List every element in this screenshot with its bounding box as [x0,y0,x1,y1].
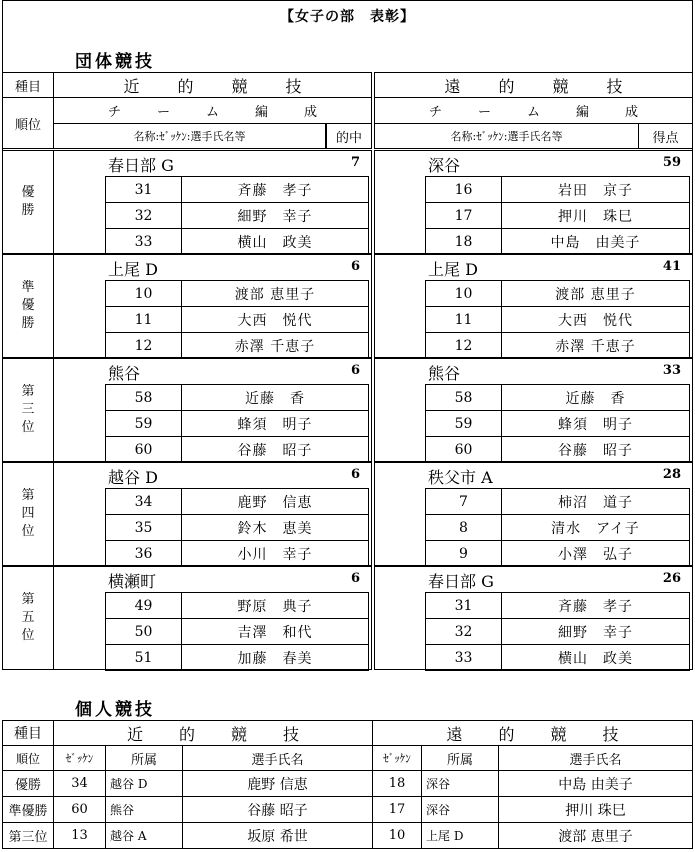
ind-near-affil: 越谷 A [105,822,183,849]
member-name: 谷藤 昭子 [237,442,313,459]
team-section-title: 団体競技 [75,52,155,72]
member-bib: 35 [106,515,182,540]
near-team-name: 横瀬町 [108,572,157,591]
member-bib: 9 [426,541,502,566]
near-member-table [105,592,369,671]
far-member-table [425,488,690,567]
member-row [426,307,689,333]
member-name: 中島 由美子 [550,234,641,251]
far-member-table [425,280,690,359]
member-row [106,619,368,645]
ind-rank: 第三位 [2,822,54,849]
rank-cell [2,358,54,462]
member-name: 岩田 京子 [558,182,633,199]
ind-event-label: 種目 [2,720,54,746]
member-name: 斉藤 孝子 [237,182,313,199]
ind-rank-label: 順位 [2,745,54,771]
member-row [106,281,368,307]
member-row [426,203,689,229]
near-team-score: 6 [350,363,360,378]
member-name: 小川 幸子 [237,546,313,563]
member-row [106,489,368,515]
ind-near-name-label: 選手氏名 [182,745,373,771]
member-row [426,177,689,203]
member-row [106,593,368,619]
member-row [106,333,368,359]
individual-section-title: 個人競技 [75,700,155,720]
member-name: 大西 悦代 [558,312,633,329]
rank-label-2: 第三位 [21,384,35,435]
far-member-table [425,176,690,255]
far-team-name: 上尾 D [428,260,478,279]
member-row [106,411,368,437]
near-score-label: 的中 [326,123,372,149]
member-row [106,645,368,671]
member-bib: 12 [106,333,182,358]
member-bib: 51 [106,645,182,670]
far-team-name: 深谷 [428,156,461,175]
member-row [106,203,368,229]
ind-far-name: 渡部 恵里子 [498,822,693,849]
member-name: 大西 悦代 [237,312,313,329]
near-team-score: 6 [350,259,360,274]
member-row [106,307,368,333]
ind-rank: 優勝 [2,770,54,797]
near-team-name: 上尾 D [108,260,158,279]
member-row [426,619,689,645]
far-team-name: 熊谷 [428,364,461,383]
member-bib: 58 [426,385,502,410]
member-bib: 18 [426,229,502,254]
member-name: 柿沼 道子 [558,494,633,511]
ind-near-name: 鹿野 信恵 [182,770,373,797]
member-bib: 8 [426,515,502,540]
rank-label-1: 準優勝 [21,280,35,331]
right-border [692,36,693,670]
member-row [106,385,368,411]
ind-far-affil: 上尾 D [421,822,499,849]
member-row [426,411,689,437]
ind-near-bib: 60 [53,796,106,823]
event-label: 種目 [2,72,54,98]
near-member-table [105,488,369,567]
rank-cell [2,150,54,254]
member-name: 蜂須 明子 [558,416,633,433]
member-bib: 31 [426,593,502,618]
ind-near-name: 谷藤 昭子 [182,796,373,823]
near-event-label: 近的競技 [53,72,372,98]
left-border [2,36,3,670]
member-name: 蜂須 明子 [237,416,313,433]
member-bib: 11 [106,307,182,332]
member-name: 渡部 恵里子 [234,286,316,303]
member-name: 横山 政美 [237,234,313,251]
rank-cell [2,462,54,566]
member-name: 押川 珠巳 [558,208,633,225]
page-title: 【女子の部 表彰】 [280,9,415,25]
member-bib: 33 [106,229,182,254]
member-name: 渡部 恵里子 [555,286,636,303]
member-row [426,333,689,359]
member-bib: 59 [106,411,182,436]
ind-far-name: 中島 由美子 [498,770,693,797]
member-name: 横山 政美 [558,650,633,667]
ind-near-bib: 34 [53,770,106,797]
ind-far-bib-label: ｾﾞｯｹﾝ [372,745,422,771]
far-team-score: 28 [662,467,681,482]
member-name: 近藤 香 [565,390,626,407]
member-name: 鈴木 恵美 [237,520,313,537]
ind-far-affil: 深谷 [421,796,499,823]
ind-near-label: 近的競技 [53,720,373,746]
far-team-score: 26 [662,571,681,586]
member-bib: 10 [106,281,182,306]
far-member-table [425,384,690,463]
member-bib: 50 [106,619,182,644]
rank-cell [2,566,54,670]
member-name: 細野 幸子 [237,208,313,225]
ind-near-affil: 熊谷 [105,796,183,823]
ind-far-name-label: 選手氏名 [498,745,693,771]
ind-far-bib: 10 [372,822,422,849]
near-member-table [105,384,369,463]
rank-label-3: 第四位 [21,488,35,539]
far-score-label: 得点 [638,123,693,149]
near-name-label: 名称:ｾﾞｯｹﾝ:選手氏名等 [53,123,326,149]
near-member-table [105,280,369,359]
ind-near-affil-label: 所属 [105,745,183,771]
member-row [106,541,368,567]
ind-near-affil: 越谷 D [105,770,183,797]
ind-near-bib: 13 [53,822,106,849]
member-bib: 11 [426,307,502,332]
member-bib: 32 [426,619,502,644]
member-bib: 31 [106,177,182,202]
far-name-label: 名称:ｾﾞｯｹﾝ:選手氏名等 [374,123,639,149]
member-bib: 33 [426,645,502,670]
rank-label-4: 第五位 [21,592,35,643]
member-bib: 60 [106,437,182,462]
member-name: 細野 幸子 [558,624,633,641]
member-name: 赤澤 千恵子 [555,338,636,355]
member-name: 清水 アイ子 [551,520,640,537]
member-name: 近藤 香 [245,390,305,407]
member-name: 鹿野 信恵 [237,494,313,511]
member-row [426,437,689,463]
ind-near-name: 坂原 希世 [182,822,373,849]
member-row [426,593,689,619]
rank-cell [2,254,54,358]
member-bib: 59 [426,411,502,436]
near-team-name: 熊谷 [108,364,141,383]
member-row [426,541,689,567]
member-bib: 17 [426,203,502,228]
member-name: 吉澤 和代 [237,624,313,641]
member-row [106,177,368,203]
member-bib: 58 [106,385,182,410]
member-bib: 32 [106,203,182,228]
member-bib: 36 [106,541,182,566]
member-name: 小澤 弘子 [558,546,633,563]
ind-rank: 準優勝 [2,796,54,823]
near-team-score: 7 [350,155,360,170]
near-team-name: 春日部 G [108,156,174,175]
member-bib: 7 [426,489,502,514]
far-team-comp-label: チーム編成 [374,97,693,124]
member-row [426,281,689,307]
member-name: 野原 典子 [237,598,313,615]
far-team-score: 41 [662,259,681,274]
ind-far-affil: 深谷 [421,770,499,797]
ind-far-label: 遠的競技 [372,720,693,746]
near-team-comp-label: チーム編成 [53,97,372,124]
far-member-table [425,592,690,671]
member-bib: 49 [106,593,182,618]
near-member-table [105,176,369,255]
ind-far-name: 押川 珠巳 [498,796,693,823]
member-row [106,437,368,463]
near-team-score: 6 [350,467,360,482]
ind-far-bib: 18 [372,770,422,797]
member-row [426,385,689,411]
member-bib: 10 [426,281,502,306]
ind-near-bib-label: ｾﾞｯｹﾝ [53,745,106,771]
far-event-label: 遠的競技 [374,72,693,98]
member-row [426,515,689,541]
ind-far-bib: 17 [372,796,422,823]
far-team-name: 秩父市 A [428,468,493,487]
member-bib: 12 [426,333,502,358]
member-name: 加藤 春美 [237,650,313,667]
far-team-name: 春日部 G [428,572,494,591]
member-row [426,489,689,515]
rank-label-0: 優勝 [21,185,35,218]
member-bib: 34 [106,489,182,514]
member-name: 斉藤 孝子 [558,598,633,615]
far-team-score: 59 [662,155,681,170]
far-team-score: 33 [662,363,681,378]
member-name: 赤澤 千恵子 [234,338,316,355]
ind-far-affil-label: 所属 [421,745,499,771]
rank-label: 順位 [2,97,54,149]
member-row [106,515,368,541]
near-team-name: 越谷 D [108,468,158,487]
member-row [426,229,689,255]
member-name: 谷藤 昭子 [558,442,633,459]
member-bib: 60 [426,437,502,462]
member-row [426,645,689,671]
near-team-score: 6 [350,571,360,586]
member-row [106,229,368,255]
member-bib: 16 [426,177,502,202]
